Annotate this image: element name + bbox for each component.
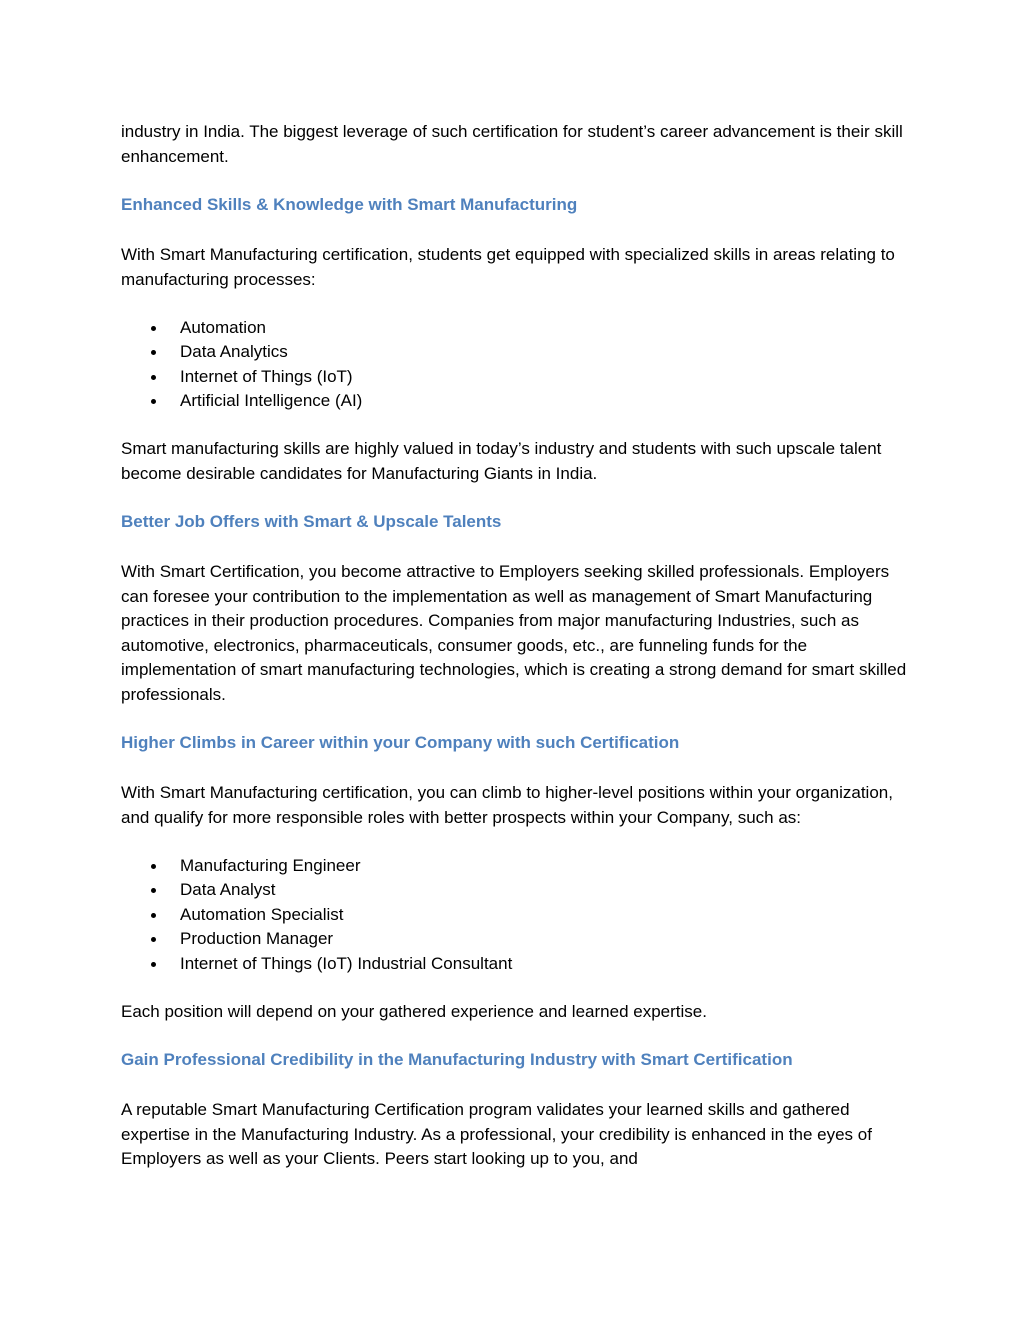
section-paragraph: Each position will depend on your gathered experience and learned expertise.: [121, 1001, 707, 1021]
section-paragraph: With Smart Manufacturing certification, students get equipped with specialized skills in areas relating to manufacturing processes:: [121, 245, 895, 289]
bullet-icon: [151, 937, 156, 942]
list-item: Production Manager: [121, 927, 911, 952]
bullet-icon: [151, 913, 156, 918]
section-heading-enhanced-skills: Enhanced Skills & Knowledge with Smart Manufacturing: [121, 194, 578, 214]
list-item: Internet of Things (IoT): [121, 365, 911, 390]
list-item: Internet of Things (IoT) Industrial Consultant: [121, 952, 911, 977]
bullet-icon: [151, 375, 156, 380]
section-heading-higher-climbs: Higher Climbs in Career within your Company with such Certification: [121, 732, 680, 752]
list-item: Data Analyst: [121, 878, 911, 903]
list-item: Automation Specialist: [121, 903, 911, 928]
bullet-icon: [151, 888, 156, 893]
bullet-icon: [151, 864, 156, 869]
positions-list: [121, 854, 911, 977]
document-page: [121, 120, 911, 1195]
section-paragraph: With Smart Manufacturing certification, you can climb to higher-level positions within your organization, and qualify for more responsible roles with better prospects within your Company, such as:: [121, 783, 893, 827]
bullet-icon: [151, 399, 156, 404]
list-item: Data Analytics: [121, 340, 911, 365]
bullet-icon: [151, 962, 156, 967]
intro-paragraph: industry in India. The biggest leverage of such certification for student’s career advancement is their skill enhancement.: [121, 122, 903, 166]
section-heading-better-job-offers: Better Job Offers with Smart & Upscale Talents: [121, 511, 502, 531]
list-item: Artificial Intelligence (AI): [121, 389, 911, 414]
bullet-icon: [151, 326, 156, 331]
section-paragraph: With Smart Certification, you become attractive to Employers seeking skilled professionals. Employers can foresee your contribution to the implementation as well as management of Smart Manufacturing practices in their production procedures. Companies from major manufacturing Industries, such as automotive, electronics, pharmaceuticals, consumer goods, etc., are funneling funds for the implementation of smart manufacturing technologies, which is creating a strong demand for smart skilled professionals.: [121, 562, 907, 704]
list-item: Manufacturing Engineer: [121, 854, 911, 879]
list-item: Automation: [121, 316, 911, 341]
skills-list: [121, 316, 911, 414]
section-paragraph: A reputable Smart Manufacturing Certification program validates your learned skills and gathered expertise in the Manufacturing Industry. As a professional, your credibility is enhanced in the eyes of Employers as well as your Clients. Peers start looking up to you, and: [121, 1100, 872, 1168]
bullet-icon: [151, 350, 156, 355]
section-heading-professional-credibility: Gain Professional Credibility in the Manufacturing Industry with Smart Certification: [121, 1049, 793, 1069]
section-paragraph: Smart manufacturing skills are highly valued in today’s industry and students with such upscale talent become desirable candidates for Manufacturing Giants in India.: [121, 439, 882, 483]
